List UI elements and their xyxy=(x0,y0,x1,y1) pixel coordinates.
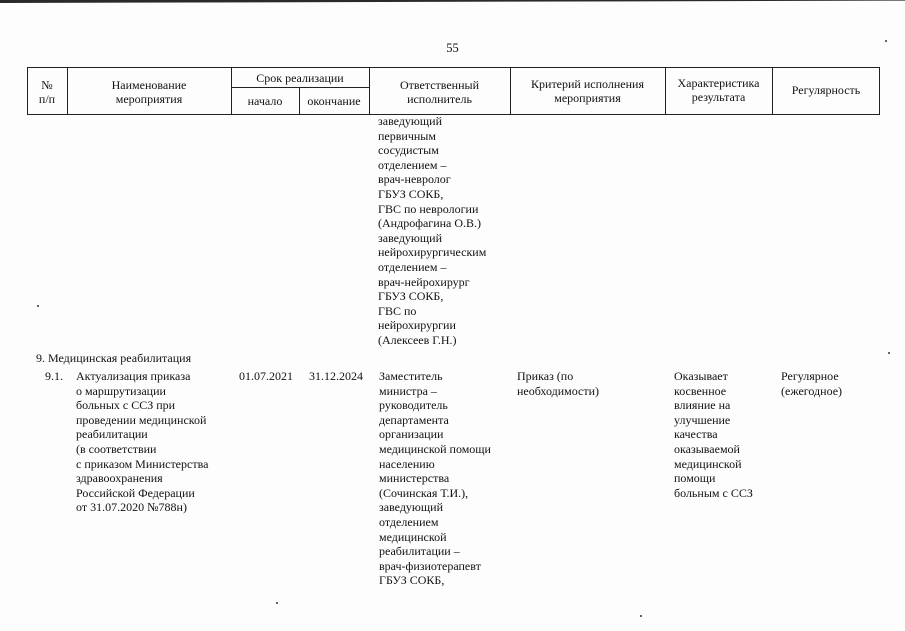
header-regularity: Регулярность xyxy=(791,83,861,97)
row-result: Оказывает косвенное влияние на улучшение качества оказываемой медицинской помощи больным с ССЗ xyxy=(674,369,753,500)
continuation-responsible: заведующий первичным сосудистым отделением – врач-невролог ГБУЗ СОКБ, ГВС по неврологии (Андрофагина О.В.) заведующий нейрохирургическим отделением – врач-нейрохирург ГБУЗ СОКБ, ГВС по нейрохирургии (Алексеев Г.Н.) xyxy=(378,114,487,347)
row-responsible: Заместитель министра – руководитель департамента организации медицинской помощи населению министерства (Сочинская Т.И.), заведующий отделением медицинской реабилитации – врач-физиотерапевт ГБУЗ СОКБ, xyxy=(379,369,491,588)
row-name: Актуализация приказа о маршрутизации больных с ССЗ при проведении медицинской реабилитации (в соответствии с приказом Министерства здравоохранения Российской Федерации от 31.07.2020 №788н) xyxy=(76,369,209,515)
header-num: № п/п xyxy=(38,78,56,106)
row-criterion: Приказ (по необходимости) xyxy=(517,369,600,398)
header-result: Характеристика результата xyxy=(677,76,760,104)
header-name: Наименование мероприятия xyxy=(111,78,187,106)
page-number: 55 xyxy=(446,41,459,55)
header-start: начало xyxy=(247,94,283,108)
scan-speck xyxy=(885,40,887,42)
row-num: 9.1. xyxy=(45,369,63,383)
scan-speck xyxy=(888,352,890,354)
scan-speck xyxy=(276,602,278,604)
row-end-date: 31.12.2024 xyxy=(309,369,363,383)
header-responsible: Ответственный исполнитель xyxy=(399,78,480,106)
scan-speck xyxy=(37,305,39,307)
section-title: 9. Медицинская реабилитация xyxy=(36,351,192,365)
header-end: окончание xyxy=(307,94,361,108)
header-criterion: Критерий исполнения мероприятия xyxy=(531,77,644,105)
row-regularity: Регулярное (ежегодное) xyxy=(781,369,843,398)
row-start-date: 01.07.2021 xyxy=(239,369,293,383)
scan-edge xyxy=(0,0,905,3)
header-period: Срок реализации xyxy=(256,71,344,85)
scan-speck xyxy=(640,615,642,617)
